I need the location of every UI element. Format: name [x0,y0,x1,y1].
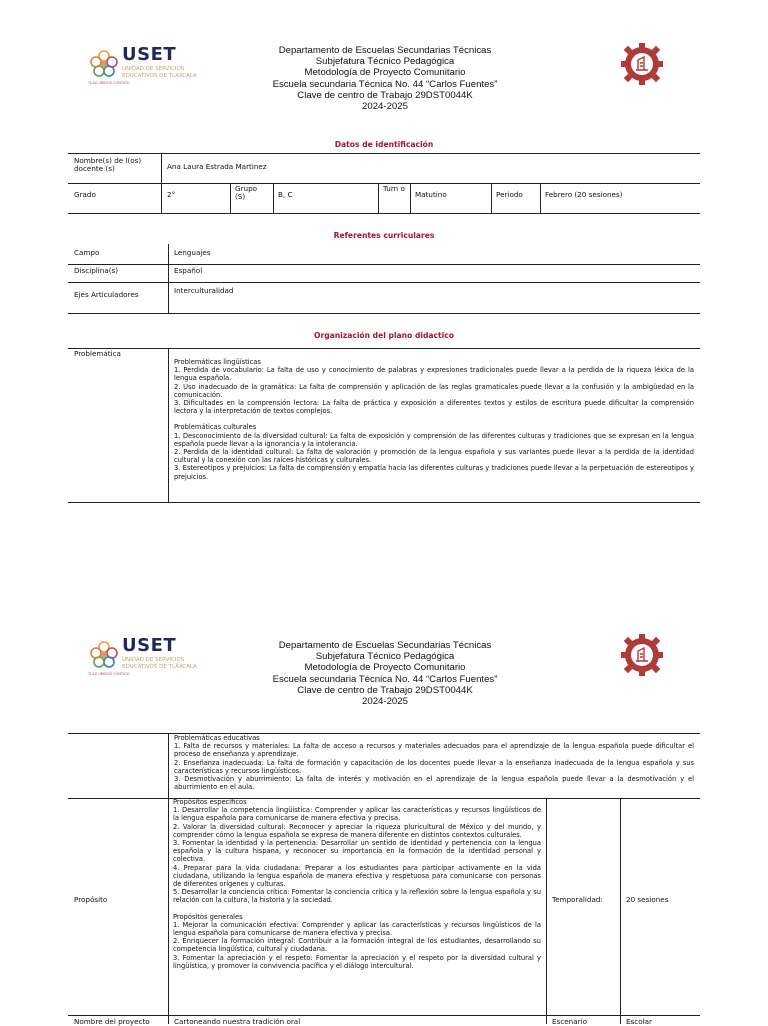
culturales-title: Problemáticas culturales [174,423,257,432]
grupo-value: B, C [278,190,293,199]
ejes-value: Interculturalidad [174,286,234,295]
turno-value: Matutino [415,190,447,199]
logo-brand: USET [122,44,177,65]
educativas-title: Problemáticas educativas [174,734,260,742]
list-item: 5. Desarrollar la conciencia crítica: Fomentar la conciencia crítica y la reflexión sobre la lengua española y su relación con la cultura, la historia y la sociedad. [173,888,541,905]
list-item: 1. Desarrollar la competencia lingüística: Comprender y aplicar las características y recursos lingüísticos de la lengua española para comunicarse de manera efectiva y precisa. [173,806,541,823]
list-item: 3. Dificultades en la comprensión lectora: La falta de práctica y exposición a diferentes textos y estilos de escritura puede dificultar la comprensión lectora y la interpretación de textos complejos. [174,399,694,416]
periodo-label: Periodo [496,190,523,199]
section-title-organizacion: Organización del plano didactico [314,331,454,340]
proyecto-value: Cartoneando nuestra tradición oral [174,1017,301,1026]
docente-value: Ana Laura Estrada Martinez [167,162,267,171]
list-item: 3. Estereotipos y prejuicios: La falta de comprensión y empatía hacia las diferentes culturas y tradiciones puede llevar a la perpetuación de estereotipos y prejuicios. [174,464,694,481]
disciplina-value: Español [174,266,203,275]
flower-icon [88,639,120,671]
list-item: 3. Fomentar la apreciación y el respeto: Fomentar la apreciación y el respeto por la diversidad cultural y lingüística, y promover la convivencia pacífica y el diálogo intercultural. [173,953,541,970]
temporalidad-label: Temporalidad: [552,895,603,904]
proposito-label: Propósito [74,895,108,904]
turno-label: Turn o [383,184,405,193]
proposito-content [173,798,541,970]
logo-subtitle: UNIDAD DE SERVICIOS EDUCATIVOS DE TLAXCALA [122,66,197,79]
grupo-label: Grupo (S) [235,184,258,202]
grado-label: Grado [74,190,96,199]
list-item: 3. Desmotivación y aburrimiento: La falta de interés y motivación en el aprendizaje de la lengua española puede llevar a la desmotivación y el aburrimiento en el aula. [174,775,694,792]
problematica-label: Problemática [74,349,121,358]
grado-value: 2° [167,190,176,199]
problematica-educativas [174,734,694,791]
list-item: 1. Desconocimiento de la diversidad cultural: La falta de exposición y comprensión de las diferentes culturas y tradiciones que se expresan en la lengua española puede llevar a la ignorancia y la intolerancia. [174,431,694,448]
section-title-identificacion: Datos de identificación [334,140,434,149]
list-item: 1. Falta de recursos y materiales: La falta de acceso a recursos y materiales adecuados para el aprendizaje de la lengua española puede dificultar el proceso de enseñanza y aprendizaje. [174,742,694,759]
list-item: 3. Fomentar la identidad y la pertenencia: Desarrollar un sentido de identidad y pertenencia con la lengua española y la cultura hispana, y reconocer su importancia en la formación de la identidad personal y colectiva. [173,839,541,864]
uset-logo [88,44,218,88]
disciplina-label: Disciplina(s) [74,266,119,275]
logo-tagline: TLAX UNIDOS CONTIGO [88,672,130,676]
list-item: 1. Perdida de vocabulario: La falta de uso y conocimiento de palabras y expresiones tradicionales puede llevar a la perdida de la riqueza léxica de la lengua española. [174,366,694,383]
header-text: Departamento de Escuelas Secundarias Técnicas Subjefatura Técnico Pedagógica Metodología de Proyecto Comunitario Escuela secundaria Técnica No. 44 “Carlos Fuentes” Clave de centro de Trabajo 29DST0044K 2024-2025 [272,640,498,708]
list-item: 2. Uso inadecuado de la gramática: La falta de comprensión y aplicación de las reglas gramaticales puede llevar a la confusión y la ambigüedad en la comunicación. [174,382,694,399]
temporalidad-value: 20 sesiones [626,895,669,904]
school-seal-icon [620,42,664,86]
section-title-referentes: Referentes curriculares [333,231,435,240]
uset-logo [88,635,218,679]
school-seal-icon [620,633,664,677]
docente-label: Nombre(s) de l(os) docente (s) [74,156,142,174]
logo-brand: USET [122,635,177,656]
list-item: 2. Enseñanza inadecuada: La falta de formación y capacitación de los docentes puede llevar a la enseñanza inadecuada de la lengua española y sus características y recursos lingüísticos. [174,758,694,775]
periodo-value: Febrero (20 sesiones) [545,190,623,199]
campo-label: Campo [74,248,100,257]
linguisticas-title: Problemáticas lingüísticas [174,358,261,366]
problematica-content [174,358,694,489]
generales-title: Propósitos generales [173,912,243,921]
page-gap [0,560,768,590]
escenario-label: Escenario [552,1017,587,1026]
proyecto-label: Nombre del proyecto [74,1017,150,1026]
list-item: 2. Perdida de la identidad cultural: La falta de valoración y promoción de la lengua española y sus variantes puede llevar a la perdida de la identidad cultural y la conexión con las raíces históricas y culturales. [174,448,694,465]
header-text: Departamento de Escuelas Secundarias Técnicas Subjefatura Técnico Pedagógica Metodología de Proyecto Comunitario Escuela secundaria Técnica No. 44 “Carlos Fuentes” Clave de centro de Trabajo 29DST0044K 2024-2025 [272,45,498,113]
escenario-value: Escolar [626,1017,652,1026]
list-item: 2. Valorar la diversidad cultural: Reconocer y apreciar la riqueza pluricultural de México y del mundo, y comprender cómo la lengua española se expresa de manera diferente en distintos contextos culturales. [173,822,541,839]
flower-icon [88,48,120,80]
ejes-label: Ejes Articuladores [74,290,139,299]
logo-tagline: TLAX UNIDOS CONTIGO [88,81,130,85]
especificos-title: Propósitos específicos [173,798,247,806]
page-2 [0,590,768,1024]
campo-value: Lenguajes [174,248,211,257]
logo-subtitle: UNIDAD DE SERVICIOS EDUCATIVOS DE TLAXCALA [122,657,197,670]
list-item: 2. Enriquecer la formación integral: Contribuir a la formación integral de los estudiantes, desarrollando su competencia lingüística, cultural y ciudadana. [173,937,541,954]
list-item: 1. Mejorar la comunicación efectiva: Comprender y aplicar las características y recursos lingüísticos de la lengua española para comunicarse de manera efectiva y precisa. [173,920,541,938]
list-item: 4. Preparar para la vida ciudadana: Preparar a los estudiantes para participar activamente en la vida ciudadana, utilizando la lengua española de manera efectiva y respetuosa para comunicarse con personas de diferentes orígenes y culturas. [173,863,541,889]
